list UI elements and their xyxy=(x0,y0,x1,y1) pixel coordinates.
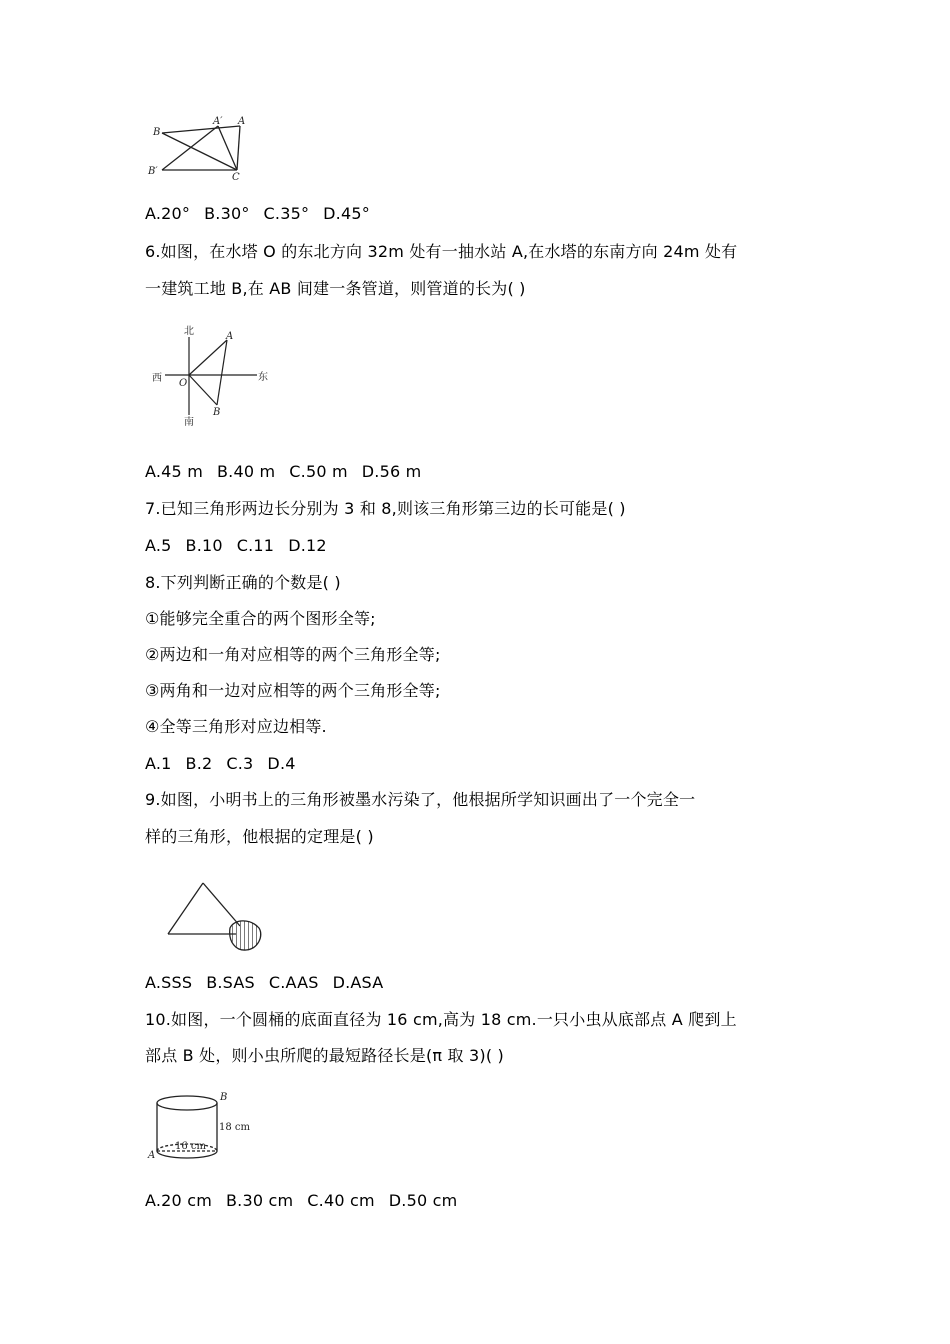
q9-options xyxy=(145,973,397,993)
q5-option-a: A.20° xyxy=(145,204,191,223)
q5-label-a-prime: A′ xyxy=(213,116,223,127)
q8-option-a: A.1 xyxy=(145,754,172,773)
q6-option-b: B.40 m xyxy=(216,462,276,481)
q10-option-c: C.40 cm xyxy=(307,1191,375,1210)
q8-option-d: D.4 xyxy=(267,754,296,773)
q8-option-c: C.3 xyxy=(226,754,254,773)
q6-label-o: O xyxy=(179,378,188,389)
q10-figure xyxy=(145,1088,260,1168)
q9-stem-line1: 9.如图，小明书上的三角形被墨水污染了，他根据所学知识画出了一个完全一 xyxy=(145,790,696,809)
q7-stem: 7.已知三角形两边长分别为 3 和 8,则该三角形第三边的长可能是( ) xyxy=(145,499,626,518)
q5-label-c: C xyxy=(232,172,240,183)
q6-option-c: C.50 m xyxy=(289,462,348,481)
q5-figure xyxy=(145,113,255,183)
q10-label-height: 18 cm xyxy=(219,1122,250,1133)
q6-label-north: 北 xyxy=(184,326,194,337)
q7-option-c: C.11 xyxy=(236,536,275,555)
q5-option-c: C.35° xyxy=(263,204,310,223)
q5-label-b: B xyxy=(153,127,161,138)
q6-option-d: D.56 m xyxy=(361,462,422,481)
q10-label-a: A xyxy=(148,1150,156,1161)
ink-blot-shape xyxy=(230,921,261,950)
q5-option-b: B.30° xyxy=(204,204,250,223)
q6-figure xyxy=(145,323,275,428)
q10-stem-line2: 部点 B 处，则小虫所爬的最短路径长是(π 取 3)( ) xyxy=(145,1046,504,1065)
q8-option-b: B.2 xyxy=(185,754,213,773)
q8-statement-4: ④全等三角形对应边相等. xyxy=(145,717,327,736)
q8-statement-2: ②两边和一角对应相等的两个三角形全等; xyxy=(145,645,441,664)
q5-option-d: D.45° xyxy=(323,204,370,223)
q8-stem: 8.下列判断正确的个数是( ) xyxy=(145,573,341,592)
q8-statement-3: ③两角和一边对应相等的两个三角形全等; xyxy=(145,681,441,700)
q6-options xyxy=(145,462,435,482)
q10-option-a: A.20 cm xyxy=(145,1191,212,1210)
q7-options xyxy=(145,536,341,556)
q6-label-a: A xyxy=(226,331,234,342)
q5-options xyxy=(145,204,384,224)
q6-stem-line2: 一建筑工地 B,在 AB 间建一条管道，则管道的长为( ) xyxy=(145,279,526,298)
q8-options xyxy=(145,754,310,774)
q9-option-c: C.AAS xyxy=(268,973,319,992)
q6-label-south: 南 xyxy=(184,417,194,428)
q9-option-b: B.SAS xyxy=(206,973,255,992)
q9-option-d: D.ASA xyxy=(332,973,384,992)
q7-option-b: B.10 xyxy=(185,536,223,555)
q10-option-d: D.50 cm xyxy=(388,1191,458,1210)
q5-label-a: A xyxy=(238,116,246,127)
q10-option-b: B.30 cm xyxy=(225,1191,294,1210)
q5-label-b-prime: B′ xyxy=(148,166,158,177)
q6-label-west: 西 xyxy=(152,373,162,384)
q10-label-diameter: 16 cm xyxy=(175,1141,206,1152)
q7-option-d: D.12 xyxy=(288,536,327,555)
q6-option-a: A.45 m xyxy=(145,462,203,481)
q9-figure xyxy=(160,876,285,956)
q8-statement-1: ①能够完全重合的两个图形全等; xyxy=(145,609,376,628)
q10-stem-line1: 10.如图，一个圆桶的底面直径为 16 cm,高为 18 cm.一只小虫从底部点 A 爬到上 xyxy=(145,1010,737,1029)
q7-option-a: A.5 xyxy=(145,536,172,555)
q9-stem-line2: 样的三角形，他根据的定理是( ) xyxy=(145,827,374,846)
q6-label-east: 东 xyxy=(258,372,268,383)
q6-stem-line1: 6.如图，在水塔 O 的东北方向 32m 处有一抽水站 A,在水塔的东南方向 24m 处有 xyxy=(145,242,738,261)
q10-options xyxy=(145,1191,471,1211)
q6-label-b: B xyxy=(213,407,221,418)
q9-option-a: A.SSS xyxy=(145,973,193,992)
q10-label-b: B xyxy=(220,1092,228,1103)
